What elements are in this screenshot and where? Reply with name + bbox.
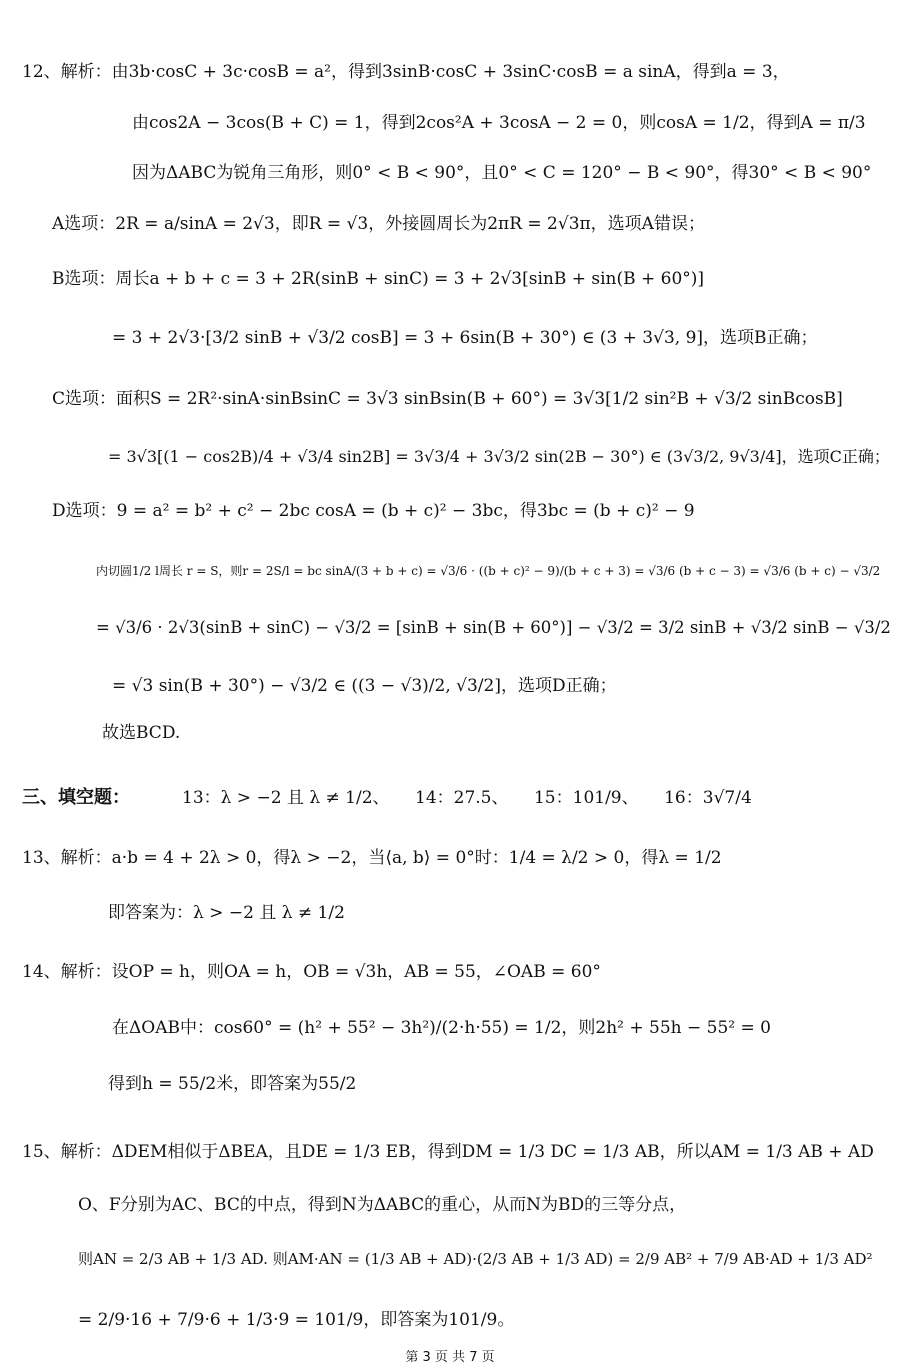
p14-line-2: 在ΔOAB中：cos60° = (h² + 55² − 3h²)/(2·h·55) = 1/2，则2h² + 55h − 55² = 0: [112, 1018, 771, 1038]
section-3-heading: 三、填空题：: [22, 787, 130, 808]
p12-option-d-cont-2: = √3 sin(B + 30°) − √3/2 ∈ ((3 − √3)/2, √3/2]，选项D正确；: [112, 676, 617, 696]
p14-line-1: 14、解析：设OP = h，则OA = h，OB = √3h，AB = 55，∠OAB = 60°: [22, 962, 601, 982]
p15-line-3: 则AN = 2/3 AB + 1/3 AD. 则AM·AN = (1/3 AB + AD)·(2/3 AB + 1/3 AD) = 2/9 AB² + 7/9 AB·AD + 1/3 AD²: [78, 1250, 873, 1268]
p12-option-b: B选项：周长a + b + c = 3 + 2R(sinB + sinC) = 3 + 2√3[sinB + sin(B + 60°)]: [52, 269, 705, 289]
p12-line-3: 因为ΔABC为锐角三角形，则0° < B < 90°，且0° < C = 120° − B < 90°，得30° < B < 90°: [132, 163, 872, 183]
p12-option-c-cont: = 3√3[(1 − cos2B)/4 + √3/4 sin2B] = 3√3/4 + 3√3/2 sin(2B − 30°) ∈ (3√3/2, 9√3/4]，选项C正确；: [108, 447, 890, 466]
p12-option-d-incircle: 内切圆1/2 l周长 r = S，则r = 2S/l = bc sinA/(3 + b + c) = √3/6 · ((b + c)² − 9)/(b + c + 3) = √3/6 (b + c − 3) = √3/6 (b + c) − √3/2: [96, 564, 881, 578]
p13-line-2: 即答案为：λ > −2 且 λ ≠ 1/2: [108, 903, 345, 923]
p12-option-d: D选项：9 = a² = b² + c² − 2bc cosA = (b + c)² − 3bc，得3bc = (b + c)² − 9: [52, 501, 695, 521]
p15-line-4: = 2/9·16 + 7/9·6 + 1/3·9 = 101/9，即答案为101/9。: [78, 1310, 515, 1330]
p12-option-b-cont: = 3 + 2√3·[3/2 sinB + √3/2 cosB] = 3 + 6sin(B + 30°) ∈ (3 + 3√3, 9]，选项B正确；: [112, 328, 818, 348]
p14-line-3: 得到h = 55/2米，即答案为55/2: [108, 1074, 357, 1094]
p12-option-a: A选项：2R = a/sinA = 2√3，即R = √3，外接圆周长为2πR = 2√3π，选项A错误；: [52, 214, 705, 234]
page-footer: 第 3 页 共 7 页: [405, 1350, 495, 1365]
section-3-answers: 13：λ > −2 且 λ ≠ 1/2、 14：27.5、 15：101/9、 16：3√7/4: [182, 788, 752, 808]
p15-line-2: O、F分别为AC、BC的中点，得到N为ΔABC的重心，从而N为BD的三等分点，: [78, 1195, 687, 1215]
p12-option-d-cont-1: = √3/6 · 2√3(sinB + sinC) − √3/2 = [sinB + sin(B + 60°)] − √3/2 = 3/2 sinB + √3/2 sinB − √3/2: [96, 618, 891, 637]
p12-line-1: 12、解析：由3b·cosC + 3c·cosB = a²，得到3sinB·cosC + 3sinC·cosB = a sinA，得到a = 3，: [22, 62, 790, 82]
p12-option-c: C选项：面积S = 2R²·sinA·sinBsinC = 3√3 sinBsin(B + 60°) = 3√3[1/2 sin²B + √3/2 sinBcosB]: [52, 389, 843, 409]
p12-line-2: 由cos2A − 3cos(B + C) = 1，得到2cos²A + 3cosA − 2 = 0，则cosA = 1/2，得到A = π/3: [132, 113, 866, 133]
p15-line-1: 15、解析：ΔDEM相似于ΔBEA，且DE = 1/3 EB，得到DM = 1/3 DC = 1/3 AB，所以AM = 1/3 AB + AD: [22, 1142, 874, 1162]
p13-line-1: 13、解析：a·b = 4 + 2λ > 0，得λ > −2，当⟨a, b⟩ = 0°时：1/4 = λ/2 > 0，得λ = 1/2: [22, 848, 722, 868]
p12-conclusion: 故选BCD.: [102, 723, 181, 743]
